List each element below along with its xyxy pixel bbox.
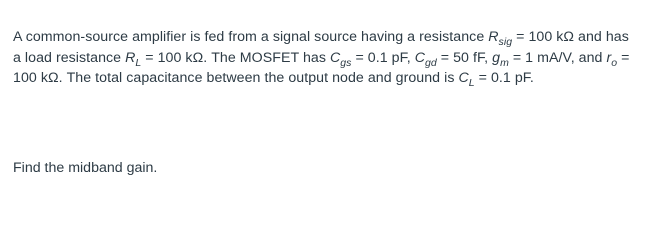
cgd-symbol: C	[414, 49, 426, 66]
problem-text-part-1: A common-source amplifier is fed from a signal source having a resistance	[13, 29, 489, 45]
rsig-symbol: R	[488, 29, 499, 45]
problem-text-part-8: = 0.1 pF.	[474, 70, 534, 86]
problem-text-part-4: = 0.1 pF,	[351, 49, 415, 66]
problem-text-part-2: = 100 kΩ and has a load resistance	[13, 29, 629, 66]
problem-text-part-6: = 1 mA/V, and	[508, 49, 607, 66]
gm-symbol: g	[492, 49, 501, 66]
cgs-symbol: C	[329, 49, 341, 66]
cgs-subscript: gs	[340, 56, 352, 69]
ro-subscript: o	[611, 56, 618, 69]
problem-statement	[13, 27, 639, 89]
rl-subscript: L	[135, 56, 142, 69]
problem-text-part-3: = 100 kΩ. The MOSFET has	[141, 49, 330, 66]
problem-text-part-7: = 100 kΩ. The total capacitance between the output node and ground is	[13, 49, 630, 86]
question-text	[13, 27, 639, 89]
question-prompt: Find the midband gain.	[13, 160, 158, 176]
rsig-subscript: sig	[498, 36, 513, 48]
cl-symbol: C	[458, 70, 469, 86]
gm-subscript: m	[500, 56, 509, 69]
rl-symbol: R	[125, 49, 136, 66]
cl-subscript: L	[468, 77, 475, 89]
problem-text-part-5: = 50 fF,	[436, 49, 493, 66]
ro-symbol: r	[606, 49, 612, 66]
cgd-subscript: gd	[425, 56, 437, 69]
